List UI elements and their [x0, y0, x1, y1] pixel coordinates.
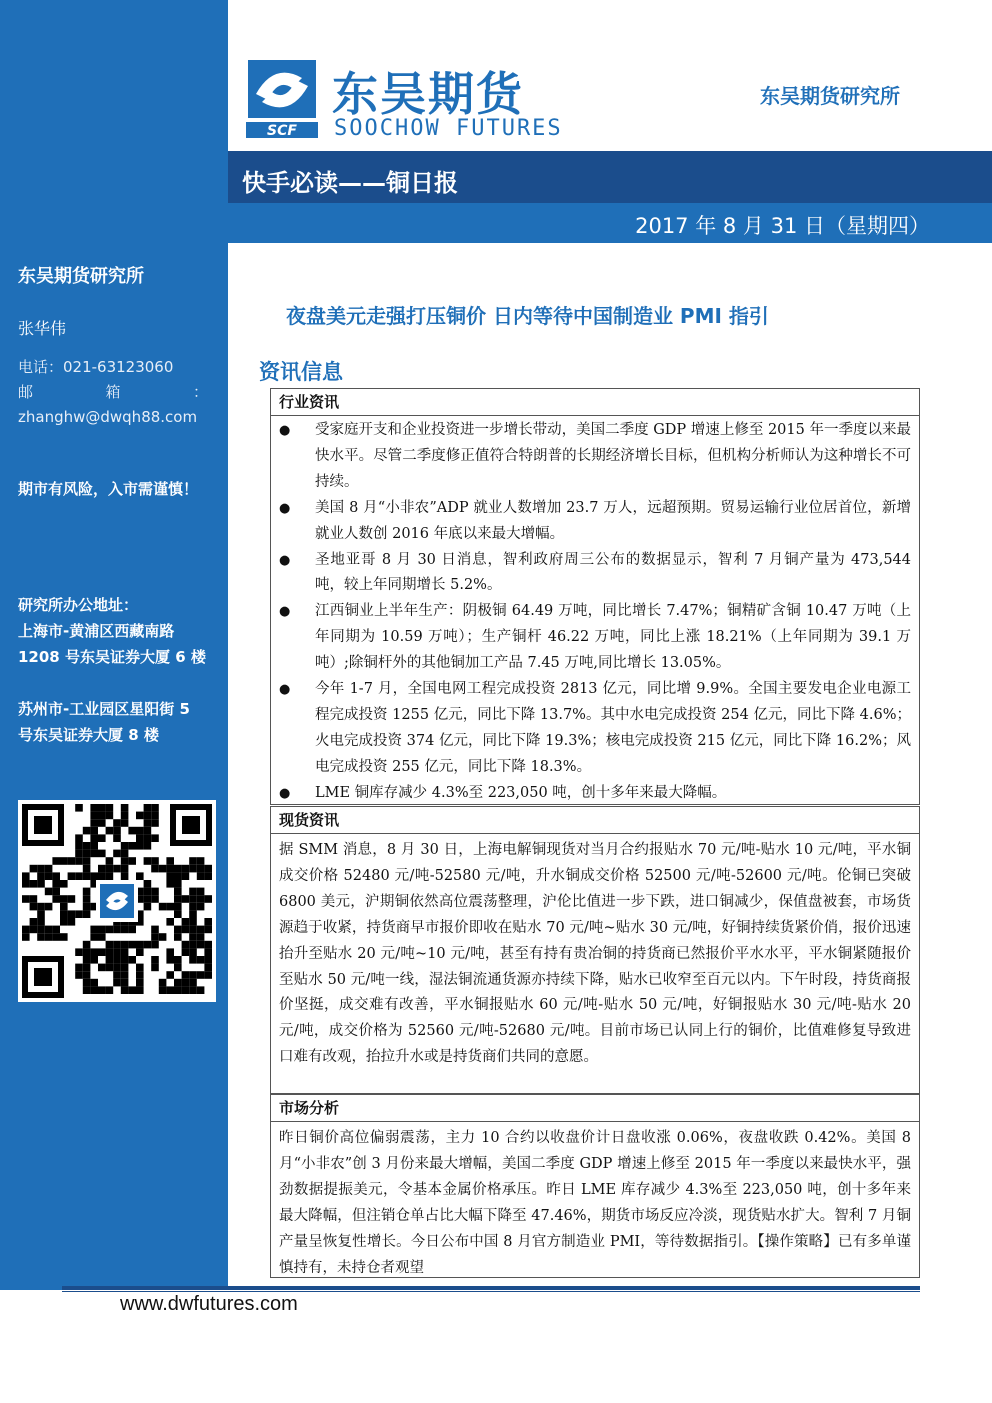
address-line: 1208 号东吴证券大厦 6 楼 — [18, 648, 206, 666]
svg-text:SCF: SCF — [267, 123, 297, 138]
office-address-suzhou — [18, 696, 223, 748]
footer-website-link[interactable]: www.dwfutures.com — [120, 1293, 298, 1315]
industry-news-heading: 行业资讯 — [271, 389, 919, 416]
report-date: 2017 年 8 月 31 日（星期四） — [635, 214, 930, 238]
logo-english-name: SOOCHOW FUTURES — [334, 116, 563, 141]
spot-news-box — [270, 806, 920, 1094]
footer-rule-thin — [62, 1291, 920, 1292]
logo-chinese-name: 东吴期货 — [332, 67, 524, 121]
qr-code-icon — [18, 800, 216, 1002]
footer-rule — [62, 1286, 920, 1290]
bullet-icon: ● — [279, 785, 291, 801]
list-item: ● 受家庭开支和企业投资进一步增长带动，美国二季度 GDP 增速上修至 2015 年一季度以来最快水平。尽管二季度修正值符合特朗普的长期经济增长目标，但机构分析师认为这种增长不可持续。 — [271, 418, 919, 496]
section-title: 资讯信息 — [259, 360, 343, 384]
bullet-icon: ● — [279, 423, 291, 438]
bullet-icon: ● — [279, 604, 291, 620]
risk-warning: 期市有风险，入市需谨慎！ — [18, 480, 199, 498]
analyst-email[interactable]: zhanghw@dwqh88.com — [18, 408, 198, 426]
market-analysis-heading: 市场分析 — [271, 1095, 919, 1122]
market-analysis-text: 昨日铜价高位偏弱震荡，主力 10 合约以收盘价计日盘收涨 0.06%，夜盘收跌 0.42%。美国 8 月“小非农”创 3 月份来最大增幅，美国二季度 GDP 增速上修至 2015 年一季度以来最快水平，强劲数据提振美元，令基本金属价格承压。昨日 LME 库存减少 4.3%至 223,050 吨，创十多年来最大降幅，但注销仓单占比大幅下降至 47.46%，期货市场反应冷淡，现货贴水扩大。智利 7 月铜产量呈恢复性增长。今日公布中国 8 月官方制造业 PMI，等待数据指引。【操作策略】已有多单谨慎持有，未持仓者观望 — [279, 1130, 911, 1276]
bullet-icon: ● — [279, 682, 291, 698]
email-label-char: ： — [192, 383, 208, 401]
list-item: ● 圣地亚哥 8 月 30 日消息，智利政府周三公布的数据显示，智利 7 月铜产量为 473,544 吨，较上年同期增长 5.2%。 — [271, 548, 919, 600]
address-line: 上海市-黄浦区西藏南路 — [18, 622, 175, 640]
analyst-phone: 电话：021-63123060 — [18, 358, 174, 376]
address-line: 苏州市-工业园区星阳街 5 — [18, 700, 190, 718]
bullet-icon: ● — [279, 552, 291, 568]
list-item: ● 美国 8 月“小非农”ADP 就业人数增加 23.7 万人，远超预期。贸易运输行业位居首位，新增就业人数创 2016 年底以来最大增幅。 — [271, 496, 919, 548]
date-band — [228, 203, 992, 243]
bullet-icon: ● — [279, 500, 291, 516]
industry-news-list — [271, 416, 919, 807]
spot-news-text: 据 SMM 消息，8 月 30 日，上海电解铜现货对当月合约报贴水 70 元/吨-贴水 10 元/吨，平水铜成交价格 52480 元/吨-52580 元/吨，升水铜成交价格 52500 元/吨-52600 元/吨。伦铜已突破 6800 美元，沪期铜依然高位震荡整理，沪伦比值进一步下跌，进口铜减少，保值盘被套，市场货源趋于收紧，持货商早市报价即收在贴水 70 元/吨~贴水 30 元/吨，好铜持续货紧价俏，报价迅速抬升至贴水 20 元/吨~10 元/吨，甚至有持有贵冶铜的持货商已然报价平水水平，平水铜紧随报价至贴水 50 元/吨一线，湿法铜流通货源亦持续下降，贴水已收窄至百元以内。下午时段，持货商报价坚挺，成交难有改善，平水铜报贴水 60 元/吨-贴水 50 元/吨，好铜报贴水 30 元/吨-贴水 20 元/吨，成交价格为 52560 元/吨-52680 元/吨。目前市场已认同上行的铜价，比值难修复导致进口难有改观，抬拉升水或是持货商们共同的意愿。 — [279, 842, 911, 1066]
analyst-name: 张华伟 — [18, 319, 67, 338]
address-line: 号东吴证券大厦 8 楼 — [18, 726, 159, 744]
sidebar-org: 东吴期货研究所 — [18, 266, 144, 287]
list-item: ● LME 铜库存减少 4.3%至 223,050 吨，创十多年来最大降幅。 — [271, 781, 919, 807]
address-line: 研究所办公地址： — [18, 596, 139, 614]
report-title: 快手必读——铜日报 — [242, 169, 458, 197]
email-label-char: 邮 — [18, 383, 34, 401]
email-label — [18, 381, 208, 402]
industry-news-box — [270, 388, 920, 805]
list-item: ● 江西铜业上半年生产：阴极铜 64.49 万吨，同比增长 7.47%；铜精矿含铜 10.47 万吨（上年同期为 10.59 万吨）；生产铜杆 46.22 万吨，同比上涨 18.21%（上年同期为 39.1 万吨）;除铜杆外的其他铜加工产品 7.45 万吨,同比增长 13.05%。 — [271, 599, 919, 677]
market-analysis-box — [270, 1094, 920, 1278]
company-logo — [244, 58, 584, 142]
spot-news-heading: 现货资讯 — [271, 807, 919, 834]
title-banner — [228, 151, 992, 203]
sidebar — [0, 0, 228, 1290]
headline: 夜盘美元走强打压铜价 日内等待中国制造业 PMI 指引 — [286, 304, 769, 328]
institute-name: 东吴期货研究所 — [760, 84, 900, 108]
email-label-char: 箱 — [105, 383, 121, 401]
list-item: ● 今年 1-7 月，全国电网工程完成投资 2813 亿元，同比增 9.9%。全国主要发电企业电源工程完成投资 1255 亿元，同比下降 13.7%。其中水电完成投资 254 亿元，同比下降 4.6%；火电完成投资 374 亿元，同比下降 19.3%；核电完成投资 215 亿元，同比下降 16.2%；风电完成投资 255 亿元，同比下降 18.3%。 — [271, 677, 919, 781]
office-address-shanghai — [18, 592, 223, 670]
scf-logo-icon — [244, 60, 320, 138]
